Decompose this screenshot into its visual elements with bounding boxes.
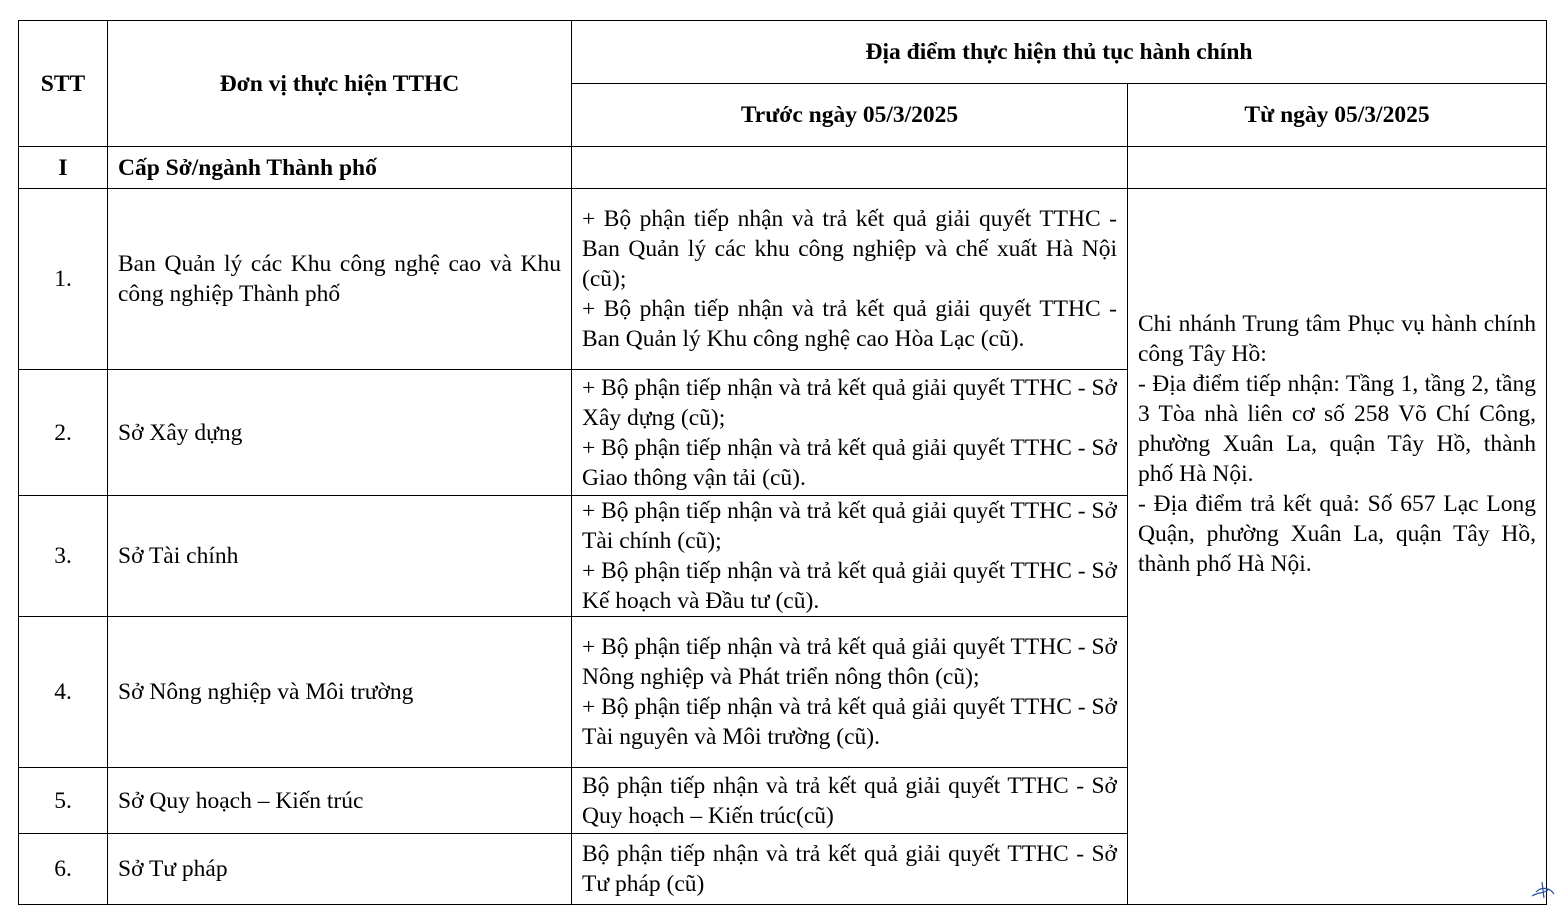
section-empty-after — [1128, 147, 1547, 189]
before-item: + Bộ phận tiếp nhận và trả kết quả giải quyết TTHC - Ban Quản lý các khu công nghiệp và chế xuất Hà Nội (cũ); — [582, 206, 1117, 292]
procedure-location-table — [18, 20, 1547, 905]
row-unit: Ban Quản lý các Khu công nghệ cao và Khu công nghiệp Thành phố — [108, 189, 572, 370]
row-number: 4. — [19, 617, 108, 768]
row-number: 6. — [19, 834, 108, 905]
section-empty-before — [572, 147, 1128, 189]
after-location — [1128, 189, 1547, 905]
before-item: + Bộ phận tiếp nhận và trả kết quả giải quyết TTHC - Ban Quản lý Khu công nghệ cao Hòa Lạc (cũ). — [582, 296, 1117, 352]
table-row — [19, 189, 1547, 370]
row-number: 5. — [19, 768, 108, 834]
before-item: Bộ phận tiếp nhận và trả kết quả giải quyết TTHC - Sở Quy hoạch – Kiến trúc(cũ) — [582, 772, 1117, 829]
row-unit: Sở Tài chính — [108, 496, 572, 617]
header-stt: STT — [19, 21, 108, 147]
header-unit: Đơn vị thực hiện TTHC — [108, 21, 572, 147]
section-title: Cấp Sở/ngành Thành phố — [108, 147, 572, 189]
signature-mark — [1528, 872, 1558, 902]
row-before-location — [572, 768, 1128, 834]
row-before-location — [572, 834, 1128, 905]
header-location: Địa điểm thực hiện thủ tục hành chính — [572, 21, 1547, 84]
after-location-return: - Địa điểm trả kết quả: Số 657 Lạc Long Quận, phường Xuân La, quận Tây Hồ, thành phố Hà Nội. — [1138, 491, 1536, 577]
before-item: + Bộ phận tiếp nhận và trả kết quả giải quyết TTHC - Sở Tài nguyên và Môi trường (cũ). — [582, 694, 1117, 750]
row-number: 1. — [19, 189, 108, 370]
after-location-title: Chi nhánh Trung tâm Phục vụ hành chính công Tây Hồ: — [1138, 311, 1536, 367]
row-unit: Sở Tư pháp — [108, 834, 572, 905]
section-number: I — [19, 147, 108, 189]
header-from-date: Từ ngày 05/3/2025 — [1128, 84, 1547, 147]
header-before-date: Trước ngày 05/3/2025 — [572, 84, 1128, 147]
row-before-location — [572, 370, 1128, 496]
before-item: + Bộ phận tiếp nhận và trả kết quả giải quyết TTHC - Sở Tài chính (cũ); — [582, 498, 1117, 554]
before-item: + Bộ phận tiếp nhận và trả kết quả giải quyết TTHC - Sở Xây dựng (cũ); — [582, 374, 1117, 431]
before-item: + Bộ phận tiếp nhận và trả kết quả giải quyết TTHC - Sở Giao thông vận tải (cũ). — [582, 434, 1117, 491]
row-number: 2. — [19, 370, 108, 496]
row-unit: Sở Quy hoạch – Kiến trúc — [108, 768, 572, 834]
before-item: + Bộ phận tiếp nhận và trả kết quả giải quyết TTHC - Sở Nông nghiệp và Phát triển nông thôn (cũ); — [582, 634, 1117, 690]
before-item: Bộ phận tiếp nhận và trả kết quả giải quyết TTHC - Sở Tư pháp (cũ) — [582, 841, 1117, 897]
after-location-receive: - Địa điểm tiếp nhận: Tầng 1, tầng 2, tầng 3 Tòa nhà liên cơ số 258 Võ Chí Công, phường Xuân La, quận Tây Hồ, thành phố Hà Nội. — [1138, 371, 1536, 487]
row-unit: Sở Nông nghiệp và Môi trường — [108, 617, 572, 768]
row-before-location — [572, 617, 1128, 768]
row-before-location — [572, 496, 1128, 617]
row-before-location — [572, 189, 1128, 370]
before-item: + Bộ phận tiếp nhận và trả kết quả giải quyết TTHC - Sở Kế hoạch và Đầu tư (cũ). — [582, 558, 1117, 614]
row-unit: Sở Xây dựng — [108, 370, 572, 496]
row-number: 3. — [19, 496, 108, 617]
